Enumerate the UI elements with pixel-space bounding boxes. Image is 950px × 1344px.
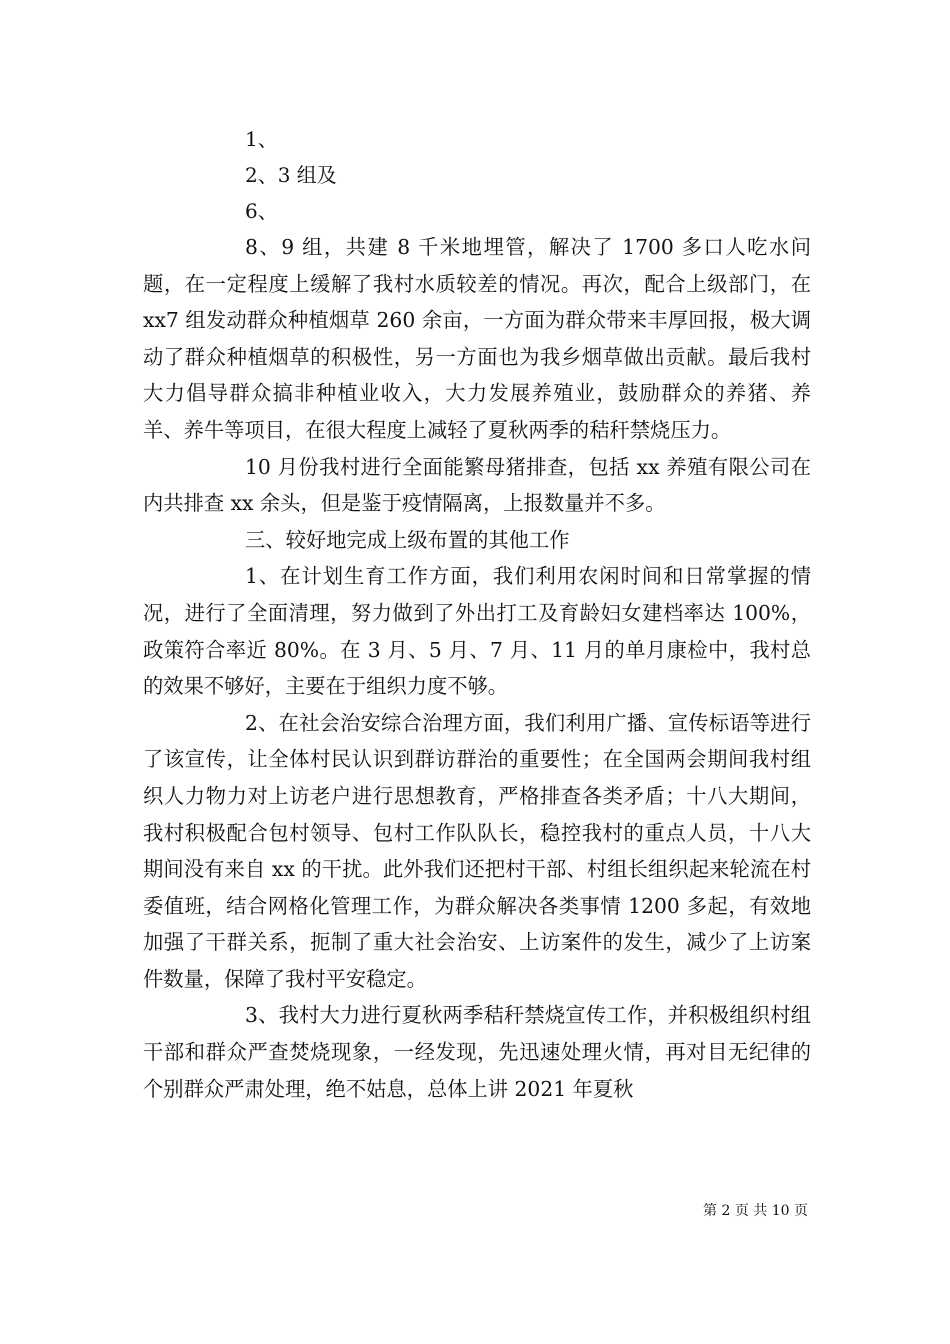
document-body <box>143 229 811 1107</box>
list-line-1: 1、 <box>245 127 278 151</box>
paragraph-water-pipes: 8、9 组，共建 8 千米地埋管，解决了 1700 多口人吃水问题，在一定程度上缓解了我村水质较差的情况。再次，配合上级部门，在 xx7 组发动群众种植烟草 260 余亩，一方面为群众带来丰厚回报，极大调动了群众种植烟草的积极性，另一方面也为我乡烟草做出贡献。最后我村大力倡导群众搞非种植业收入，大力发展养殖业，鼓励群众的养猪、养羊、养牛等项目，在很大程度上减轻了夏秋两季的秸秆禁烧压力。 <box>143 235 811 442</box>
paragraph-family-planning: 1、在计划生育工作方面，我们利用农闲时间和日常掌握的情况，进行了全面清理，努力做到了外出打工及育龄妇女建档率达 100%，政策符合率近 80%。在 3 月、5 月、7 月、11 月的单月康检中，我村总的效果不够好，主要在于组织力度不够。 <box>143 564 811 699</box>
list-line-3: 6、 <box>245 199 278 223</box>
page-number-footer: 第 2 页 共 10 页 <box>703 1203 808 1219</box>
paragraph-straw-burning: 3、我村大力进行夏秋两季秸秆禁烧宣传工作，并积极组织村组干部和群众严查焚烧现象，一经发现，先迅速处理火情，再对目无纪律的个别群众严肃处理，绝不姑息，总体上讲 2021 年夏秋 <box>143 1003 811 1101</box>
section-heading-other-work: 三、较好地完成上级布置的其他工作 <box>245 527 570 552</box>
paragraph-sow-survey: 10 月份我村进行全面能繁母猪排查，包括 xx 养殖有限公司在内共排查 xx 余头，但是鉴于疫情隔离，上报数量并不多。 <box>143 454 811 516</box>
paragraph-public-security: 2、在社会治安综合治理方面，我们利用广播、宣传标语等进行了该宣传，让全体村民认识到群访群治的重要性；在全国两会期间我村组织人力物力对上访老户进行思想教育，严格排查各类矛盾；十八大期间，我村积极配合包村领导、包村工作队队长，稳控我村的重点人员，十八大期间没有来自 xx 的干扰。此外我们还把村干部、村组长组织起来轮流在村委值班，结合网格化管理工作，为群众解决各类事情 1200 多起，有效地加强了干群关系，扼制了重大社会治安、上访案件的发生，减少了上访案件数量，保障了我村平安稳定。 <box>143 710 811 991</box>
list-line-2: 2、3 组及 <box>245 163 337 187</box>
